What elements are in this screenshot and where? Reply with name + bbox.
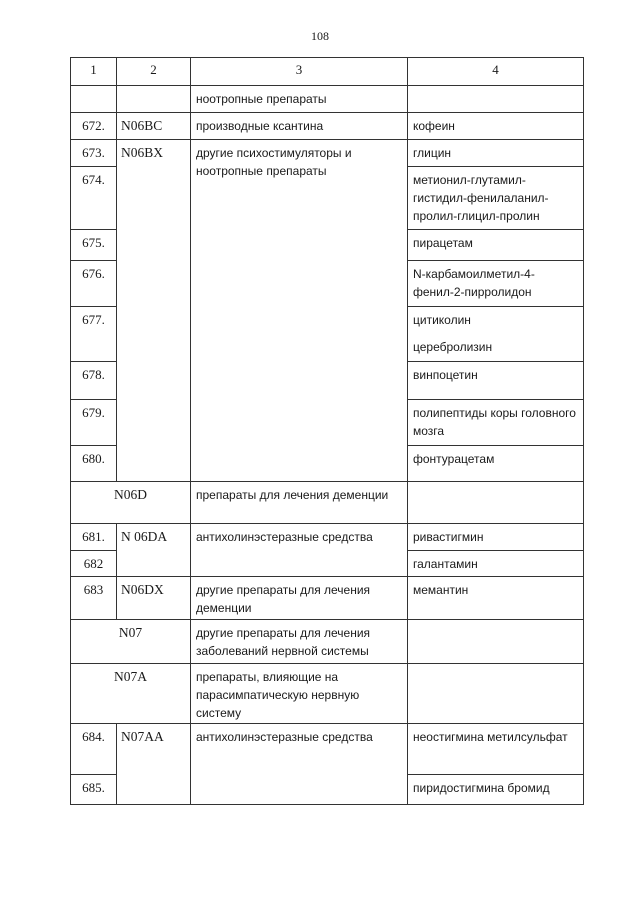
row-number: 679. <box>71 400 117 446</box>
group-description: другие препараты для лечения заболеваний нервной системы <box>191 620 408 664</box>
atc-code: N06DX <box>117 577 191 620</box>
group-description: ноотропные препараты <box>191 86 408 113</box>
drug-name: пиридостигмина бромид <box>408 775 584 805</box>
drug-name: метионил-глутамил-гистидил-фенилаланил-пролил-глицил-пролин <box>408 167 584 230</box>
drug-name <box>408 482 584 524</box>
drug-name-second: церебролизин <box>413 340 493 354</box>
atc-code: N06D <box>71 482 191 524</box>
atc-code: N07 <box>71 620 191 664</box>
table-row <box>71 86 584 113</box>
header-col-4: 4 <box>408 58 584 86</box>
row-number: 681. <box>71 524 117 551</box>
row-number: 677. <box>71 307 117 362</box>
group-description: антихолинэстеразные средства <box>191 524 408 577</box>
atc-code: N07AA <box>117 724 191 805</box>
row-number: 676. <box>71 261 117 307</box>
drug-name: ривастигмин <box>408 524 584 551</box>
header-col-1: 1 <box>71 58 117 86</box>
table-row <box>71 724 584 775</box>
drug-name: пирацетам <box>408 230 584 261</box>
page-number: 108 <box>311 29 329 43</box>
drug-name: мемантин <box>408 577 584 620</box>
drug-name: полипептиды коры головного мозга <box>408 400 584 446</box>
drug-name: глицин <box>408 140 584 167</box>
drug-name: кофеин <box>408 113 584 140</box>
group-description: производные ксантина <box>191 113 408 140</box>
header-col-3: 3 <box>191 58 408 86</box>
atc-code: N 06DA <box>117 524 191 577</box>
row-number: 680. <box>71 446 117 482</box>
table-row <box>71 140 584 167</box>
drug-name <box>408 86 584 113</box>
row-number: 675. <box>71 230 117 261</box>
atc-code: N06BC <box>117 113 191 140</box>
table-row <box>71 524 584 551</box>
drug-name <box>408 664 584 724</box>
row-number: 678. <box>71 362 117 400</box>
table-row <box>71 113 584 140</box>
row-number: 673. <box>71 140 117 167</box>
drug-name: N-карбамоилметил-4-фенил-2-пирролидон <box>408 261 584 307</box>
group-description: препараты для лечения деменции <box>191 482 408 524</box>
table-row <box>71 620 584 664</box>
drug-name-first: цитиколин <box>413 313 471 327</box>
row-number: 684. <box>71 724 117 775</box>
table-row <box>71 482 584 524</box>
group-description: другие психостимуляторы и ноотропные препараты <box>191 140 408 482</box>
group-description: препараты, влияющие на парасимпатическую нервную систему <box>191 664 408 724</box>
atc-code: N07A <box>71 664 191 724</box>
row-number: 682 <box>71 551 117 577</box>
row-number <box>71 86 117 113</box>
group-description: антихолинэстеразные средства <box>191 724 408 805</box>
row-number: 672. <box>71 113 117 140</box>
row-number: 683 <box>71 577 117 620</box>
atc-code <box>117 86 191 113</box>
table-row <box>71 664 584 724</box>
drug-table <box>70 57 584 805</box>
table-row <box>71 577 584 620</box>
drug-name: неостигмина метилсульфат <box>408 724 584 775</box>
drug-name: фонтурацетам <box>408 446 584 482</box>
row-number: 674. <box>71 167 117 230</box>
header-col-2: 2 <box>117 58 191 86</box>
header-row <box>71 58 584 86</box>
drug-name: винпоцетин <box>408 362 584 400</box>
group-description: другие препараты для лечения деменции <box>191 577 408 620</box>
drug-name <box>408 307 584 362</box>
row-number: 685. <box>71 775 117 805</box>
drug-name: галантамин <box>408 551 584 577</box>
atc-code: N06BX <box>117 140 191 482</box>
drug-name <box>408 620 584 664</box>
